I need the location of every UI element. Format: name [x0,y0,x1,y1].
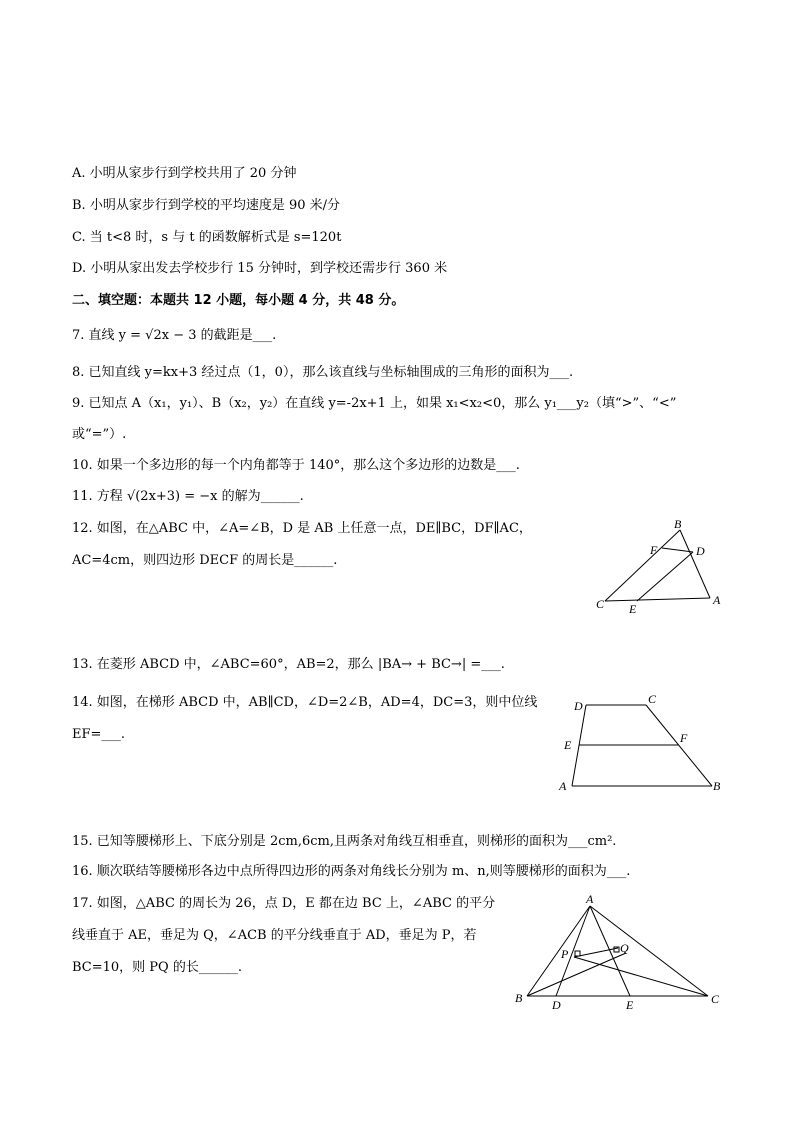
fig12-label-d: D [696,544,705,558]
option-d: D. 小明从家出发去学校步行 15 分钟时，到学校还需步行 360 米 [72,261,448,276]
fig17-label-d: D [552,998,561,1012]
question-15: 15. 已知等腰梯形上、下底分别是 2cm,6cm,且两条对角线互相垂直，则梯形的面积为___cm². [72,834,617,849]
fig14-label-e: E [564,738,572,752]
question-9-line2: 或“=”）. [72,427,127,442]
question-9-line1: 9. 已知点 A（x₁，y₁）、B（x₂，y₂）在直线 y=-2x+1 上，如果 x₁<x₂<0，那么 y₁___y₂（填“>”、“<” [72,396,677,411]
question-12-line1: 12. 如图，在△ABC 中，∠A=∠B，D 是 AB 上任意一点，DE∥BC，DF∥AC， [72,521,532,536]
question-12-line2: AC=4cm，则四边形 DECF 的周长是______. [72,553,338,568]
question-16: 16. 顺次联结等腰梯形各边中点所得四边形的两条对角线长分别为 m、n,则等腰梯形的面积为___. [72,864,631,879]
fig17-label-q: Q [620,941,629,955]
option-a: A. 小明从家步行到学校共用了 20 分钟 [72,166,297,181]
fig17-label-a: A [586,892,594,906]
question-8: 8. 已知直线 y=kx+3 经过点（1，0），那么该直线与坐标轴围成的三角形的面积为___. [72,365,574,380]
question-10: 10. 如果一个多边形的每一个内角都等于 140°，那么这个多边形的边数是___. [72,458,520,473]
option-b: B. 小明从家步行到学校的平均速度是 90 米/分 [72,198,341,213]
question-17-line1: 17. 如图，△ABC 的周长为 26，点 D，E 都在边 BC 上，∠ABC 的平分 [72,896,496,911]
fig12-label-a: A [713,593,721,607]
figure-14 [556,690,726,796]
fig14-label-a: A [559,779,567,793]
question-14-line1: 14. 如图，在梯形 ABCD 中，AB∥CD，∠D=2∠B，AD=4，DC=3，则中位线 [72,695,538,710]
fig14-label-c: C [648,692,657,706]
fig14-label-f: F [680,731,688,745]
fig12-label-b: B [674,517,682,531]
figure-17 [510,890,730,1015]
fig17-label-c: C [711,992,720,1006]
figure-12 [590,516,730,616]
question-13: 13. 在菱形 ABCD 中，∠ABC=60°，AB=2，那么 |BA→ + BC→| =___. [72,657,505,672]
fig12-label-f: F [650,543,658,557]
fig12-label-c: C [596,597,605,611]
question-17-line3: BC=10，则 PQ 的长______. [72,960,242,975]
question-17-line2: 线垂直于 AE，垂足为 Q，∠ACB 的平分线垂直于 AD，垂足为 P，若 [72,928,477,943]
fig14-label-d: D [574,699,583,713]
question-7: 7. 直线 y = √2x − 3 的截距是___. [72,328,277,343]
question-14-line2: EF=___. [72,727,126,742]
fig17-label-e: E [626,998,634,1012]
fig14-label-b: B [713,779,721,793]
option-c: C. 当 t<8 时，s 与 t 的函数解析式是 s=120t [72,230,342,245]
fig17-label-b: B [515,991,523,1005]
section-heading: 二、填空题：本题共 12 小题，每小题 4 分，共 48 分。 [72,293,405,308]
fig17-label-p: P [561,947,569,961]
fig12-label-e: E [629,602,637,616]
question-11: 11. 方程 √(2x+3) = −x 的解为______. [72,489,304,504]
